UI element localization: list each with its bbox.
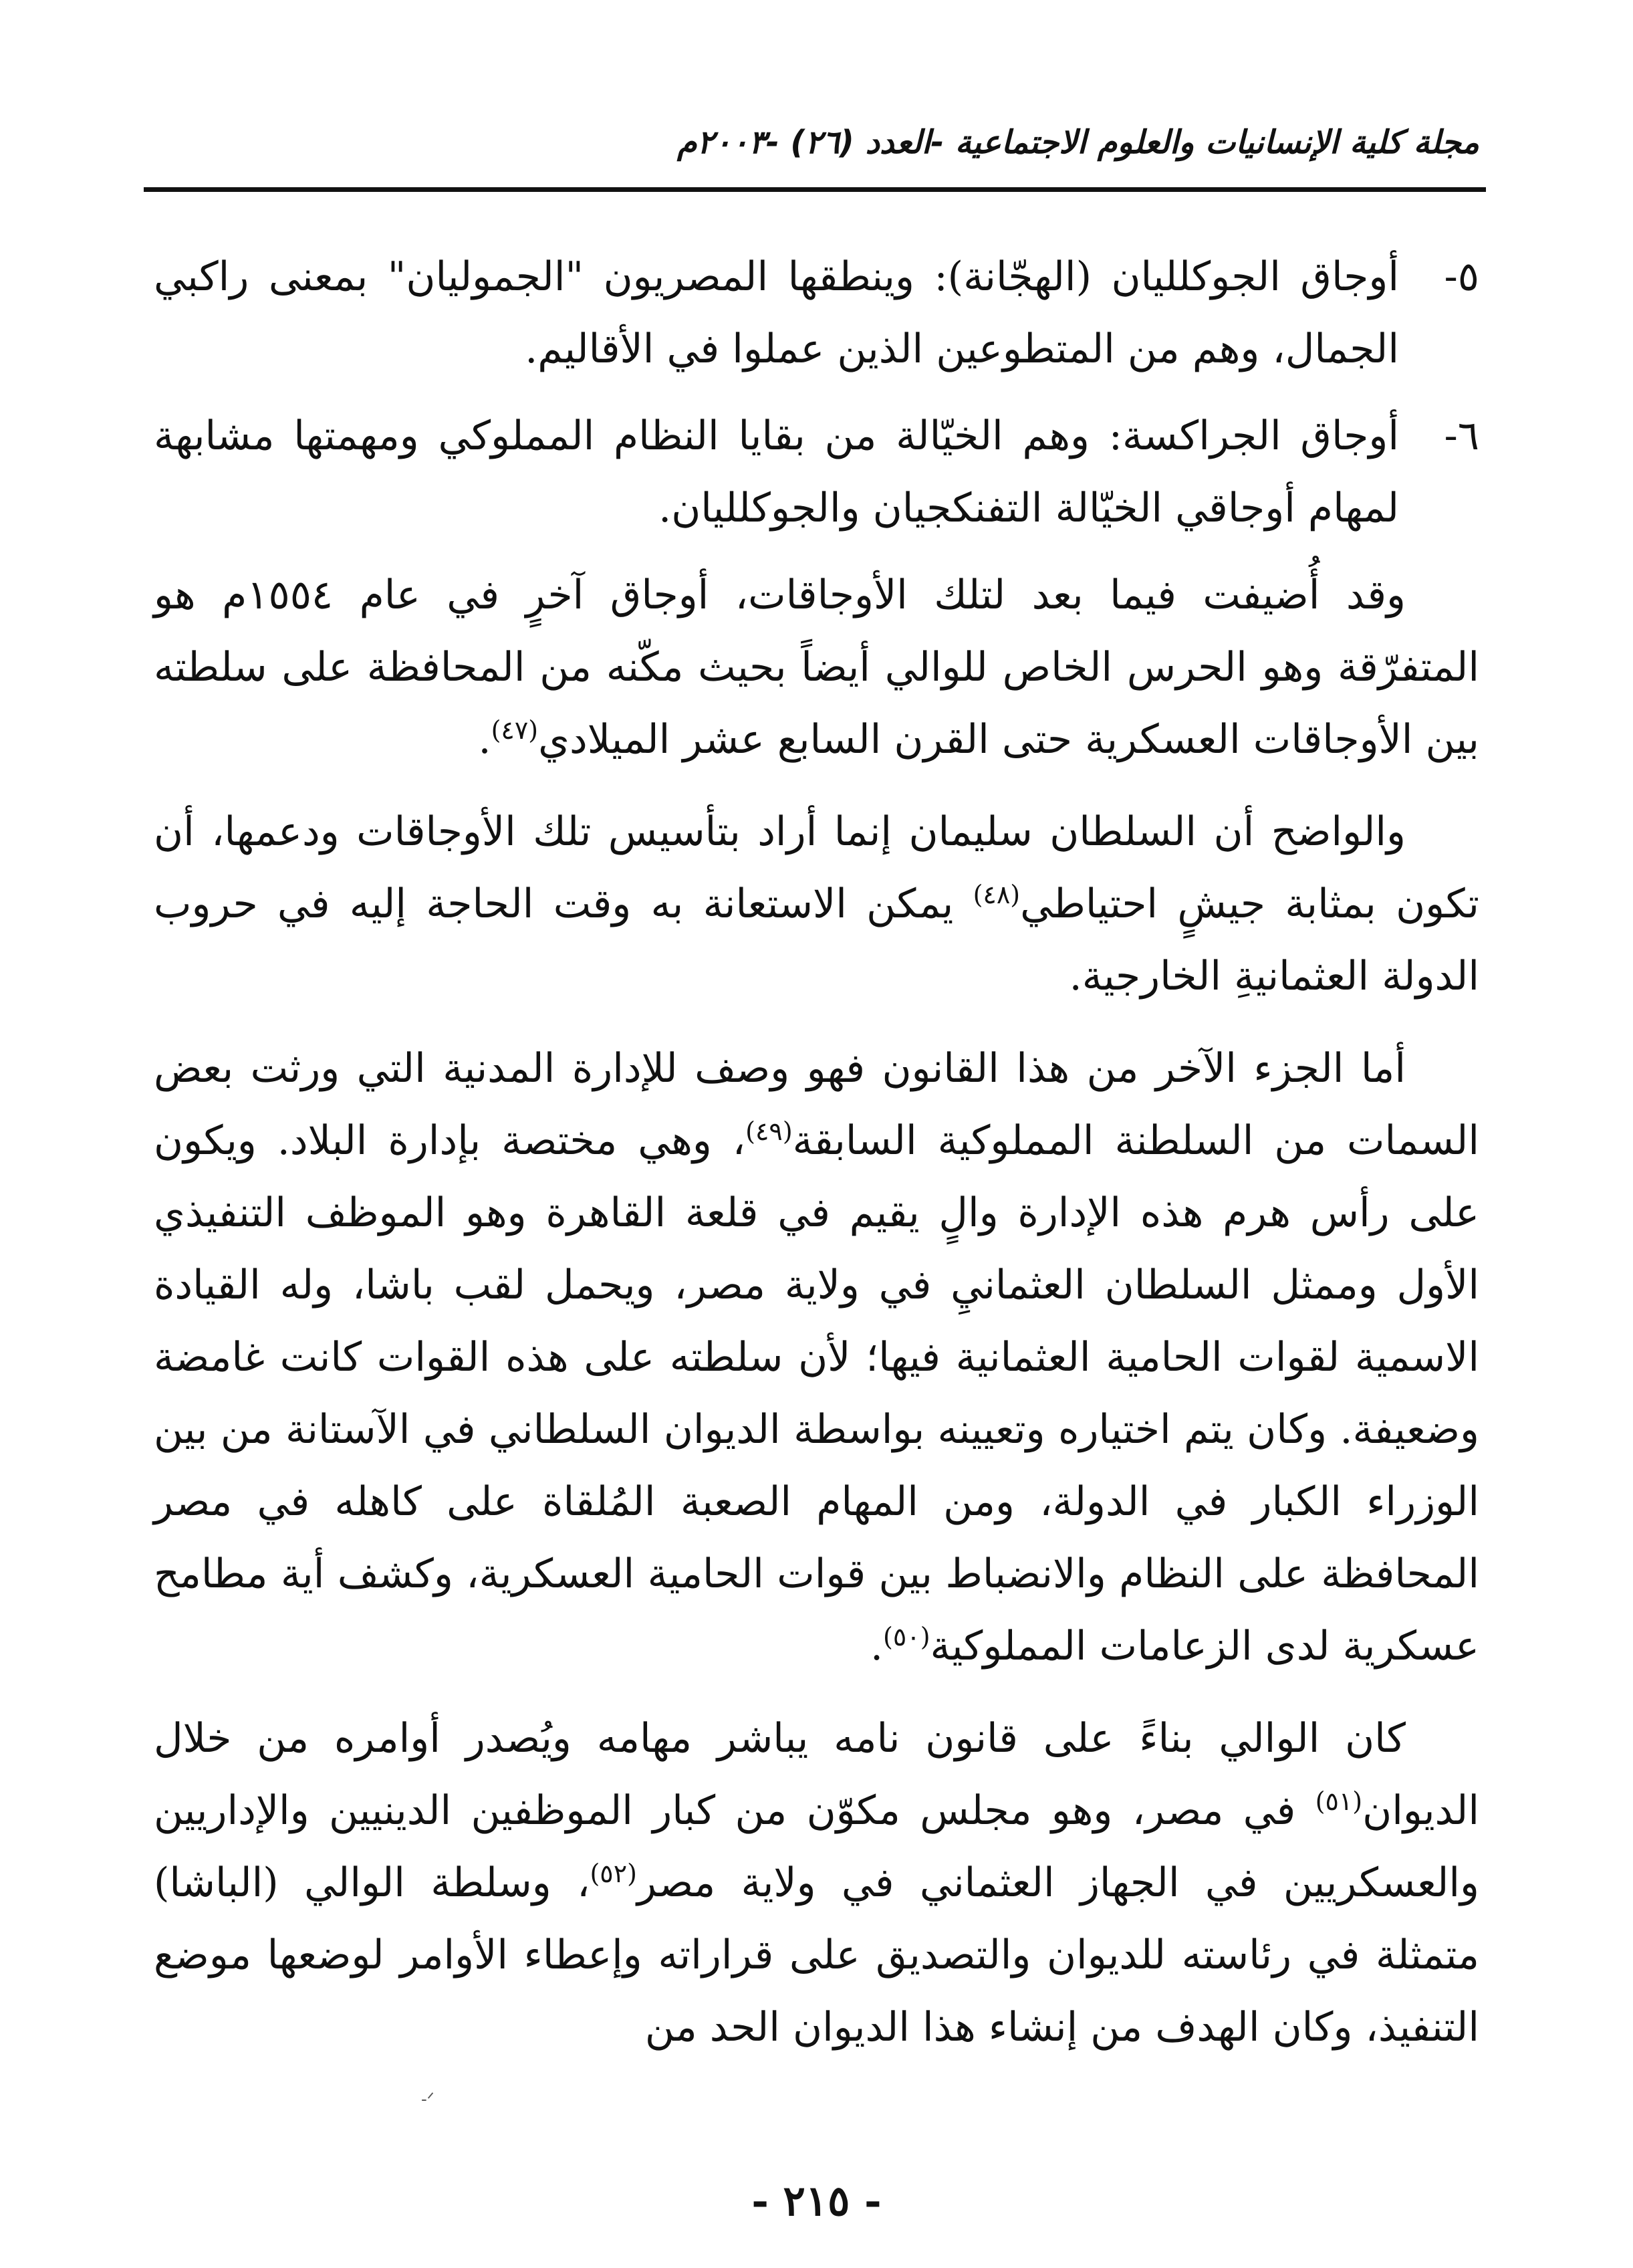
paragraph-2 — [154, 796, 1479, 1012]
footnote-ref-52[interactable]: (٥٢) — [590, 1859, 637, 1888]
footnote-ref-50[interactable]: (٥٠) — [883, 1622, 930, 1652]
paragraph-text: ، وهي مختصة بإدارة البلاد. ويكون على رأس هرم هذه الإدارة والٍ يقيم في قلعة القاهرة وهو الموظف التنفيذي الأول وممثل السلطان العثمانيِ في ولاية مصر، ويحمل لقب باشا، وله القيادة الاسمية لقوات الحامية العثمانية فيها؛ لأن سلطته على هذه القوات كانت غامضة وضعيفة. وكان يتم اختياره وتعيينه بواسطة الديوان السلطاني في الآستانة من بين الوزراء الكبار في الدولة، ومن المهام الصعبة المُلقاة على كاهله في مصر المحافظة على النظام والانضباط بين قوات الحامية العسكرية، وكشف أية مطامح عسكرية لدى الزعامات المملوكية — [154, 1117, 1479, 1670]
list-item-5 — [154, 241, 1479, 385]
paragraph-text: أما الجزء الآخر من هذا القانون فهو وصف للإدارة المدنية التي ورثت بعض السمات من السلطنة المملوكية السابقة — [154, 1045, 1479, 1164]
paragraph-text: في مصر، وهو مجلس مكوّن من كبار الموظفين الدينيين والإداريين والعسكريين في الجهاز العثماني في ولاية مصر — [154, 1787, 1479, 1906]
header-rule — [144, 187, 1486, 192]
paragraph-text: ، وسلطة الوالي (الباشا) متمثلة في رئاسته للديوان والتصديق على قراراته وإعطاء الأوامر لوضعها موضع التنفيذ، وكان الهدف من إنشاء هذا الديوان الحد من — [154, 1859, 1480, 2051]
list-item-text: أوجاق الجوكلليان (الهجّانة): وينطقها المصريون "الجموليان" بمعنى راكبي الجمال، وهم من المتطوعين الذين عملوا في الأقاليم. — [154, 253, 1399, 372]
list-item-6 — [154, 400, 1479, 544]
list-item-number: ٦- — [1444, 413, 1479, 459]
paragraph-text: وقد أُضيفت فيما بعد لتلك الأوجاقات، أوجاق آخرٍ في عام ١٥٥٤م هو المتفرّقة وهو الحرس الخاص للوالي أيضاً بحيث مكّنه من المحافظة على سلطته بين الأوجاقات العسكرية حتى القرن السابع عشر الميلادي — [154, 572, 1479, 763]
paragraph-text: . — [478, 716, 491, 763]
paragraph-text: يمكن الاستعانة به وقت الحاجة إليه في حروب الدولة العثمانيةِ الخارجية. — [154, 881, 1479, 1000]
list-item-text: أوجاق الجراكسة: وهم الخيّالة من بقايا النظام المملوكي ومهمتها مشابهة لمهام أوجاقي الخيّالة التفنكجيان والجوكلليان. — [154, 413, 1399, 532]
paragraph-4 — [154, 1702, 1479, 2063]
paragraph-3 — [154, 1032, 1479, 1682]
paragraph-1 — [154, 559, 1479, 776]
paragraph-text: . — [870, 1623, 884, 1670]
footnote-ref-49[interactable]: (٤٩) — [745, 1117, 793, 1146]
page-number: - ٢١٥ - — [751, 2176, 882, 2225]
footnote-ref-47[interactable]: (٤٧) — [491, 715, 539, 745]
paragraph-text: والواضح أن السلطان سليمان إنما أراد بتأسيس تلك الأوجاقات ودعمها، أن تكون بمثابة جيشٍ احتياطي — [154, 808, 1479, 927]
running-header: مجلة كلية الإنسانيات والعلوم الاجتماعية -العدد (٢٦) -٢٠٠٣م — [676, 124, 1479, 161]
paragraph-text: كان الوالي بناءً على قانون نامه يباشر مهامه ويُصدر أوامره من خلال الديوان — [154, 1715, 1479, 1834]
article-body — [154, 241, 1479, 2063]
list-item-number: ٥- — [1444, 253, 1479, 300]
footnote-ref-48[interactable]: (٤٨) — [973, 880, 1021, 909]
footnote-ref-51[interactable]: (٥١) — [1315, 1787, 1363, 1816]
stray-scan-mark: ᐟ- — [421, 2089, 434, 2110]
